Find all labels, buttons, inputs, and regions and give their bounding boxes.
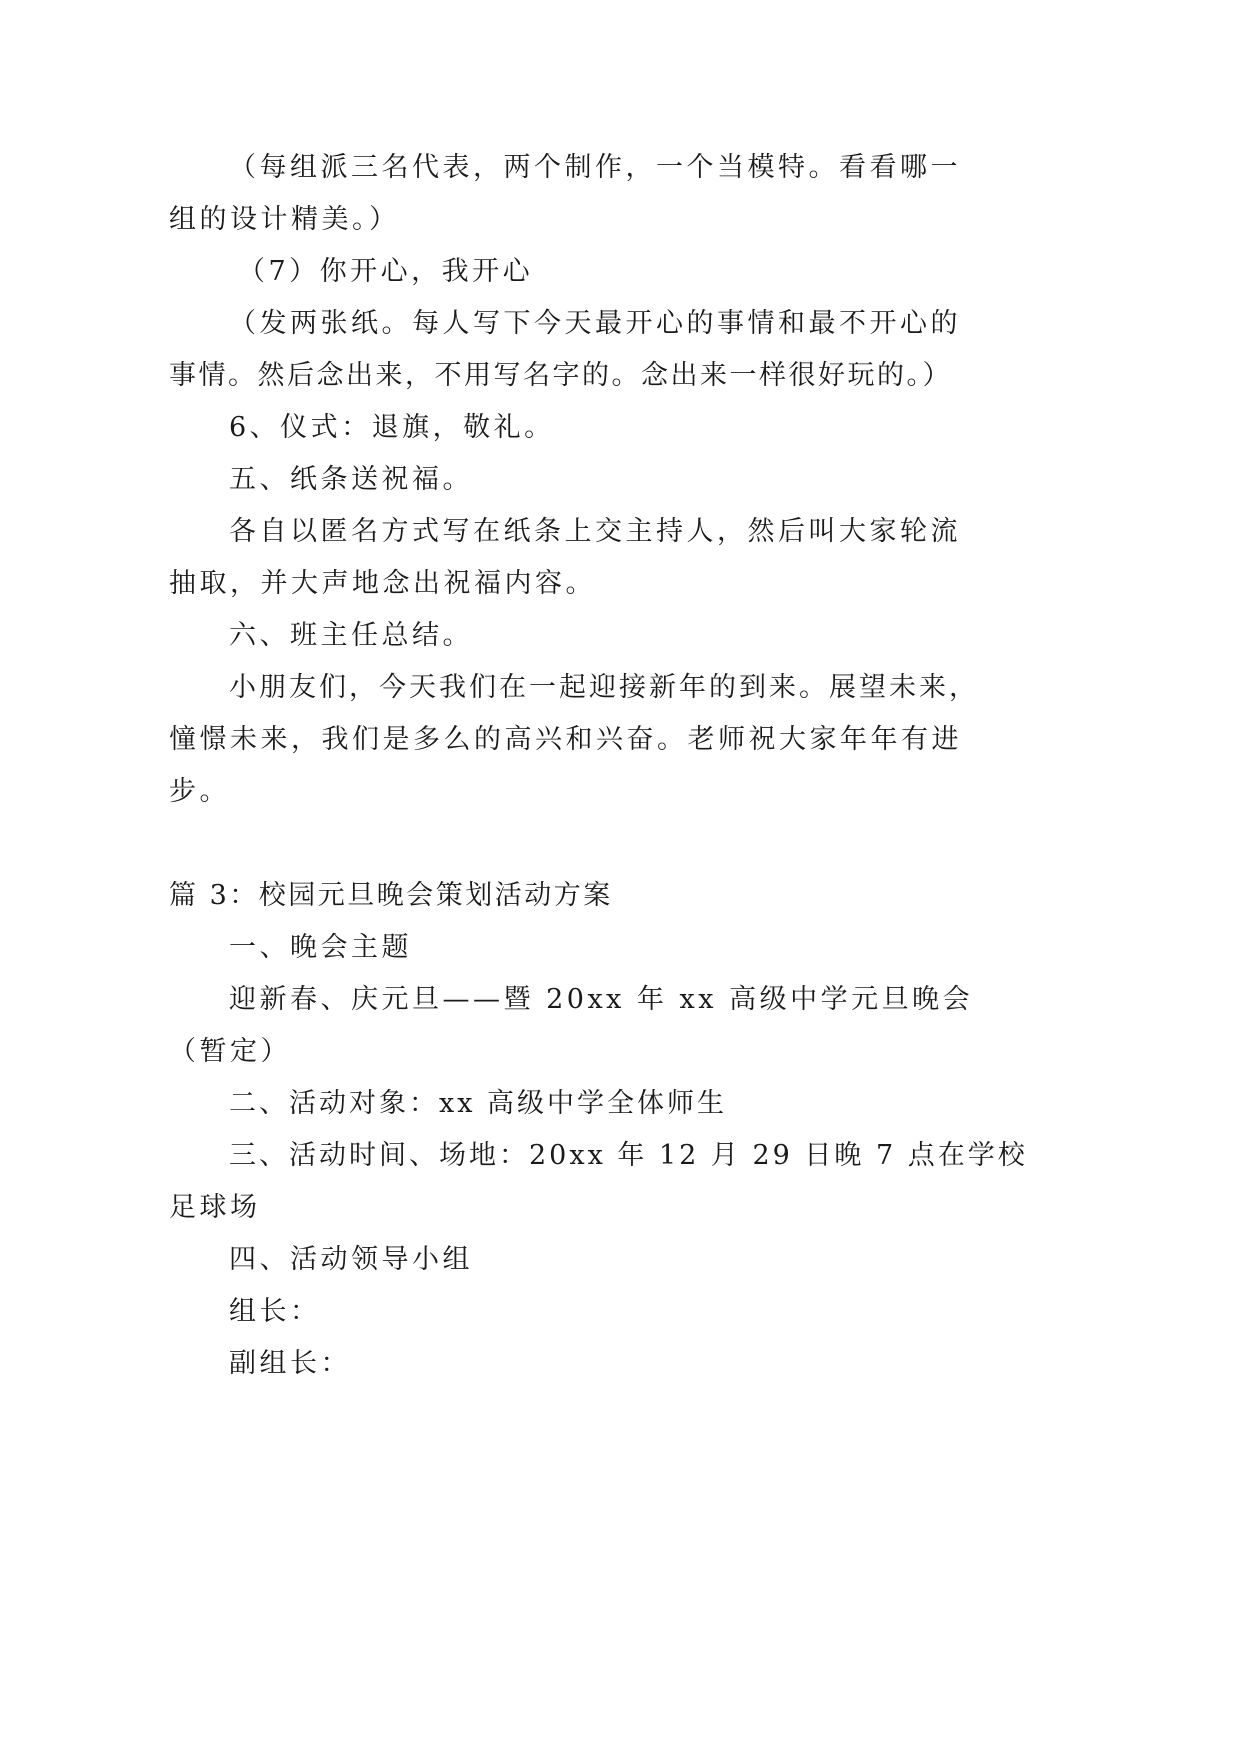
list-item-heading: （7）你开心，我开心 [238,256,534,287]
paragraph-line: 事情。然后念出来，不用写名字的。念出来一样很好玩的。） [169,360,952,391]
field-label: 副组长： [229,1348,351,1379]
paragraph-line: （暂定） [169,1036,291,1067]
paragraph-line: （每组派三名代表，两个制作，一个当模特。看看哪一 [229,152,961,183]
paragraph-line: 足球场 [169,1192,261,1223]
field-label: 组长： [229,1296,321,1327]
section-heading: 一、晚会主题 [229,932,412,963]
paragraph-line: 憧憬未来，我们是多么的高兴和兴奋。老师祝大家年年有进 [169,724,962,755]
paragraph-line: 6、仪式：退旗，敬礼。 [229,412,555,443]
article-title: 篇 3：校园元旦晚会策划活动方案 [169,880,613,911]
section-heading: 三、活动时间、场地：20xx 年 12 月 29 日晚 7 点在学校 [229,1140,1028,1171]
section-heading: 五、纸条送祝福。 [229,464,473,495]
section-heading: 六、班主任总结。 [229,620,473,651]
paragraph-line: 步。 [169,776,230,807]
paragraph-line: 小朋友们，今天我们在一起迎接新年的到来。展望未来， [229,672,979,703]
paragraph-line: （发两张纸。每人写下今天最开心的事情和最不开心的 [229,308,961,339]
section-heading: 四、活动领导小组 [229,1244,473,1275]
paragraph-line: 各自以匿名方式写在纸条上交主持人，然后叫大家轮流 [229,516,961,547]
paragraph-line: 组的设计精美。） [169,204,400,235]
section-heading: 二、活动对象：xx 高级中学全体师生 [229,1088,728,1119]
paragraph-line: 迎新春、庆元旦——暨 20xx 年 xx 高级中学元旦晚会 [229,984,974,1015]
paragraph-line: 抽取，并大声地念出祝福内容。 [169,568,596,599]
